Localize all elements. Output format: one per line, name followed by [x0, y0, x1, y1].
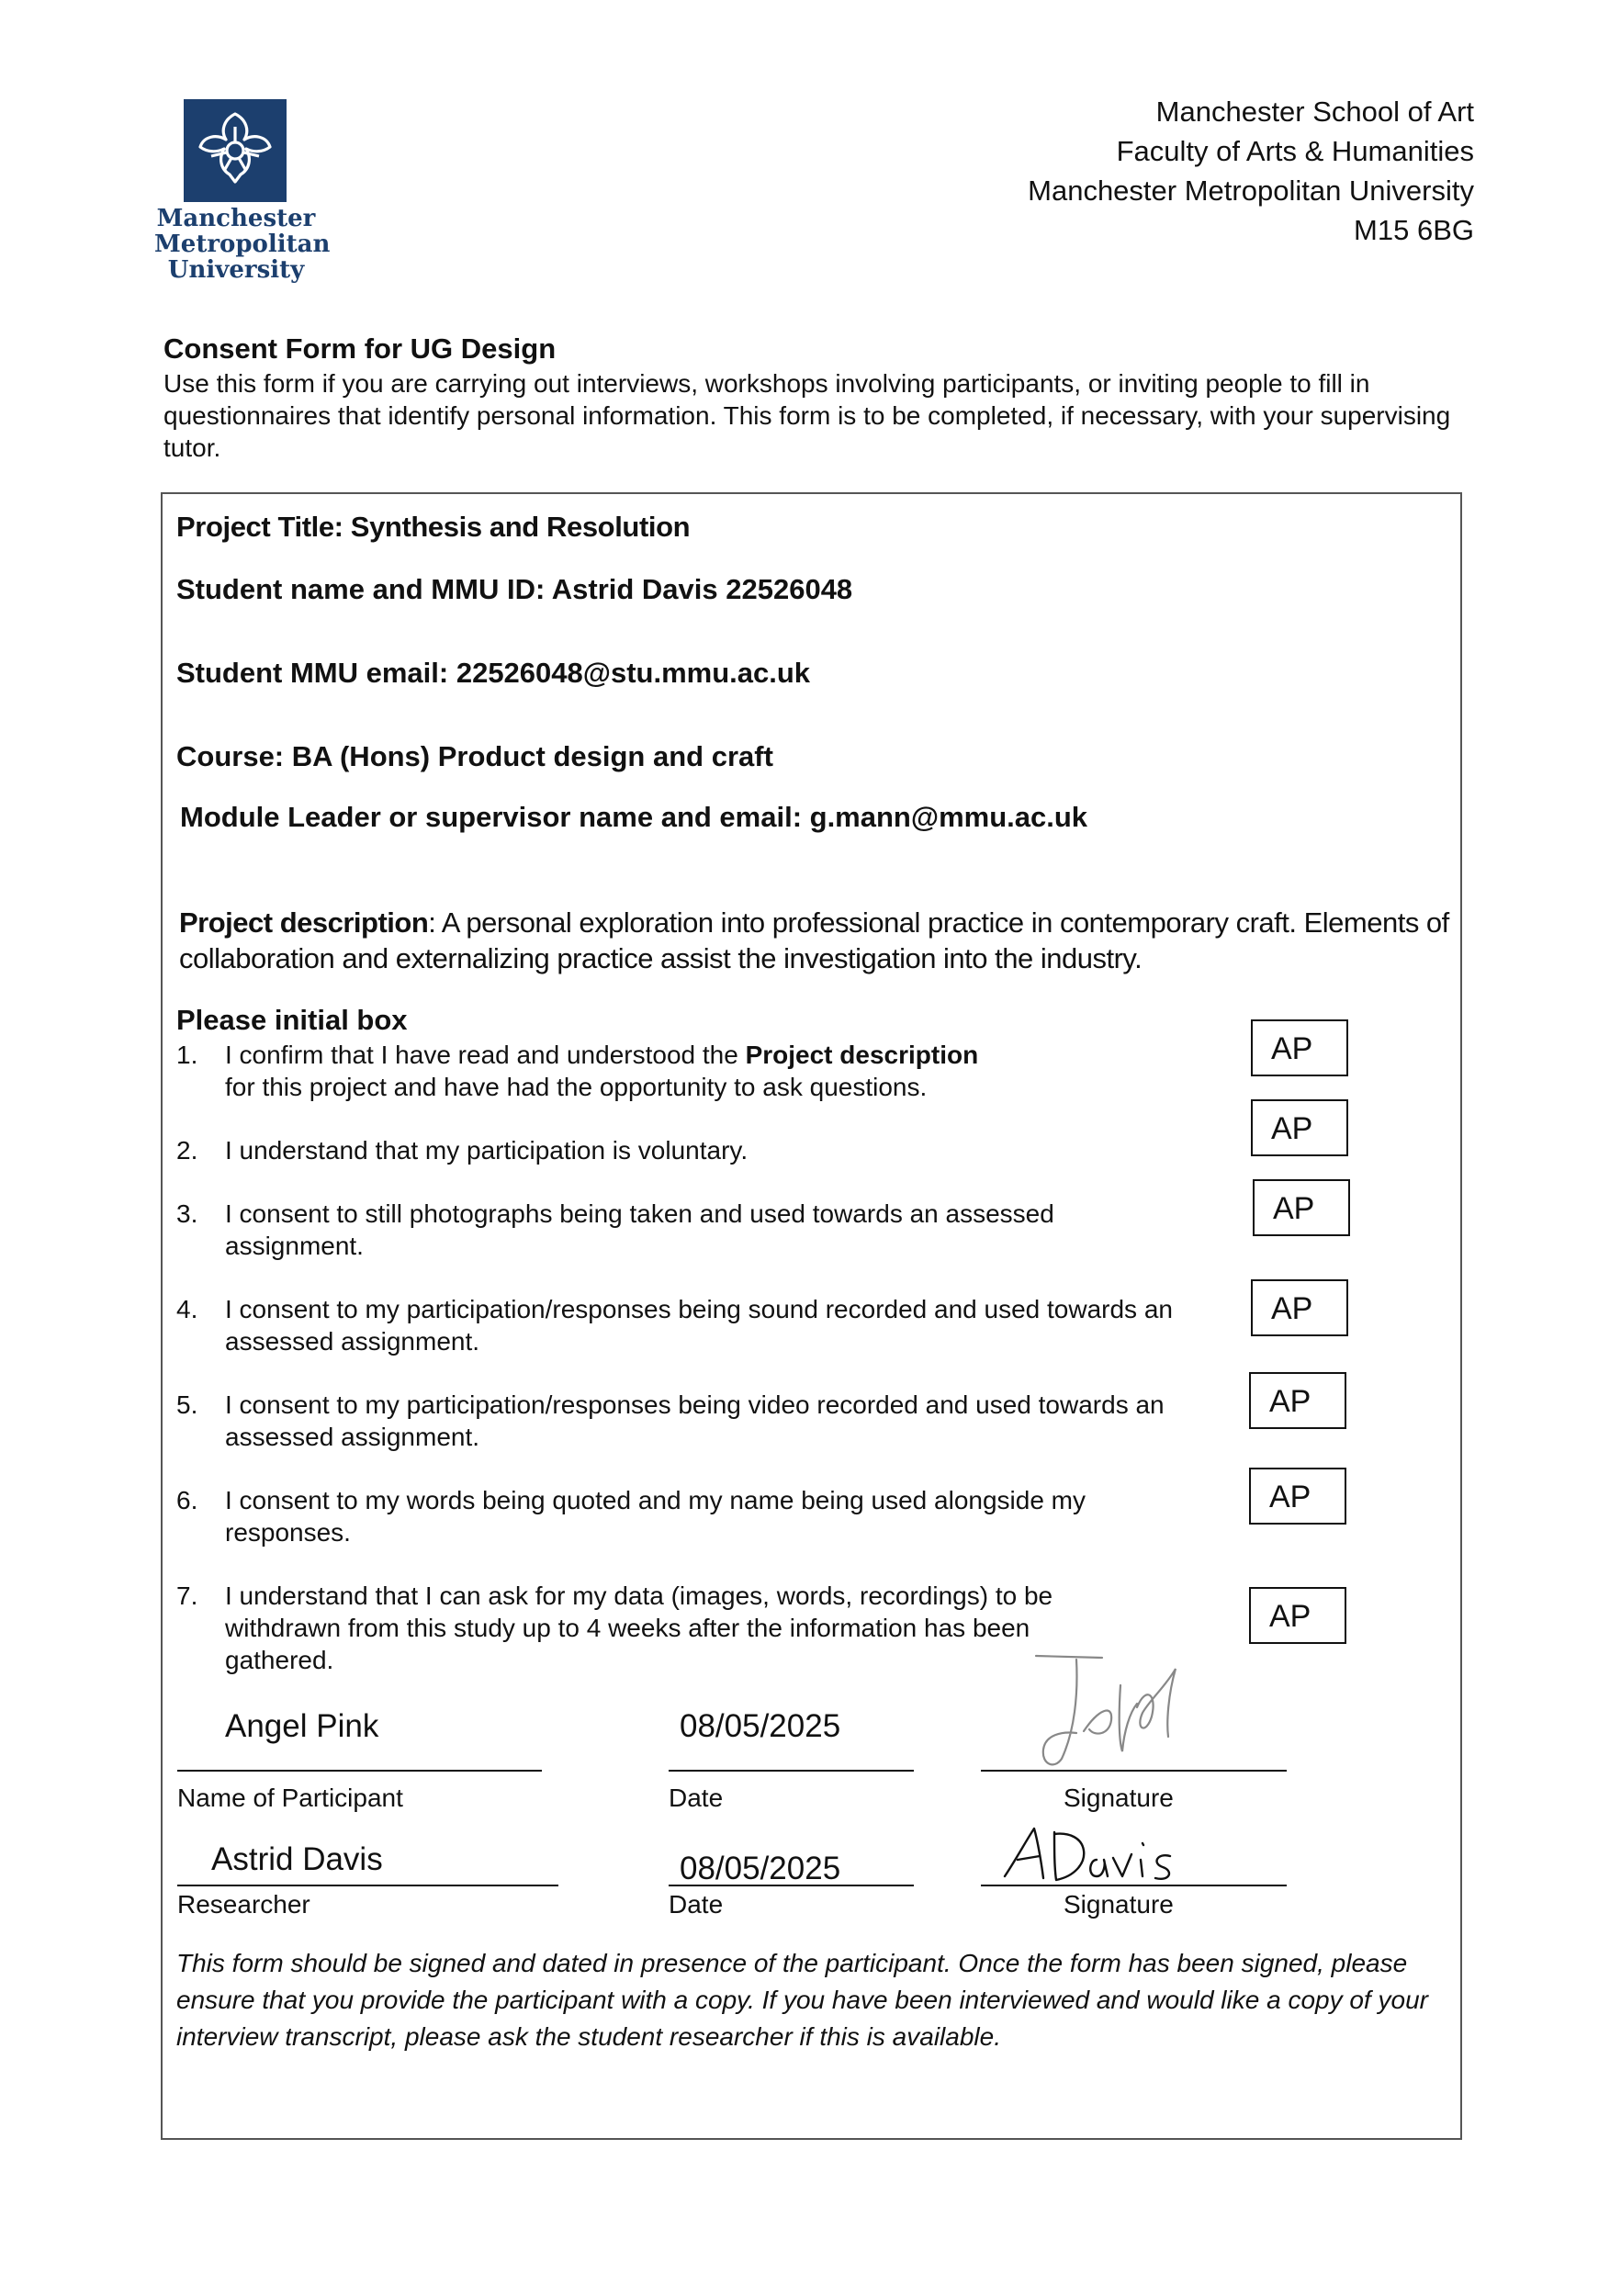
project-description — [179, 905, 1456, 976]
initial-box-6[interactable]: AP — [1249, 1468, 1346, 1525]
student-email-field: Student MMU email: 22526048@stu.mmu.ac.uk — [176, 657, 811, 689]
consent-item-text: I consent to my words being quoted and my name being used alongside my responses. — [225, 1486, 1086, 1547]
initial-box-7[interactable]: AP — [1249, 1587, 1346, 1644]
consent-item-number: 6. — [176, 1486, 198, 1514]
consent-item-number: 5. — [176, 1390, 198, 1419]
consent-item-text-bold: Project description — [745, 1041, 979, 1069]
researcher-signature-label: Signature — [1064, 1890, 1174, 1919]
project-description-label: Project description — [179, 906, 429, 939]
participant-signature-label: Signature — [1064, 1784, 1174, 1812]
consent-item-text: I understand that I can ask for my data (images, words, recordings) to be withdrawn from this study up to 4 weeks after the information has been gathered. — [225, 1581, 1053, 1674]
form-intro: Use this form if you are carrying out interviews, workshops involving participants, or inviting people to fill in questionnaires that identify personal information. This form is to be completed, if necessary, with your supervising tutor. — [163, 369, 1451, 462]
consent-item-number: 2. — [176, 1136, 198, 1165]
initial-box-4[interactable]: AP — [1251, 1279, 1348, 1336]
project-title-field: Project Title: Synthesis and Resolution — [176, 511, 691, 543]
logo-line-3: University — [167, 256, 305, 284]
consent-item-text: I understand that my participation is voluntary. — [225, 1136, 749, 1165]
participant-signature-line — [981, 1770, 1287, 1772]
address-line-faculty: Faculty of Arts & Humanities — [1116, 135, 1474, 167]
logo-line-2: Metropolitan — [154, 231, 331, 258]
consent-item-text-pre: I confirm that I have read and understood the — [225, 1041, 746, 1069]
initial-box-2[interactable]: AP — [1251, 1099, 1348, 1156]
initial-box-heading: Please initial box — [176, 1004, 408, 1036]
initial-box-1[interactable]: AP — [1251, 1019, 1348, 1076]
institution-address — [1028, 92, 1474, 250]
initial-box-5[interactable]: AP — [1249, 1372, 1346, 1429]
consent-item-text: I consent to still photographs being taken and used towards an assessed assignment. — [225, 1199, 1054, 1260]
student-name-field: Student name and MMU ID: Astrid Davis 22526048 — [176, 573, 853, 605]
address-line-university: Manchester Metropolitan University — [1028, 174, 1474, 207]
consent-item-number: 3. — [176, 1199, 198, 1228]
participant-name-label: Name of Participant — [177, 1784, 403, 1812]
participant-name-line — [177, 1770, 542, 1772]
logo-line-1: Manchester — [156, 205, 316, 232]
researcher-date-line — [669, 1885, 914, 1886]
consent-item-number: 7. — [176, 1581, 198, 1610]
course-field: Course: BA (Hons) Product design and craft — [176, 740, 773, 772]
address-line-postcode: M15 6BG — [1354, 214, 1474, 246]
consent-item-number: 4. — [176, 1295, 198, 1323]
researcher-label: Researcher — [177, 1890, 310, 1919]
researcher-signature-line — [981, 1885, 1287, 1886]
researcher-date-value: 08/05/2025 — [680, 1851, 841, 1886]
consent-item-number: 1. — [176, 1041, 198, 1069]
participant-signature-icon — [1029, 1649, 1203, 1773]
consent-item-text: I consent to my participation/responses being sound recorded and used towards an assessed assignment. — [225, 1295, 1173, 1356]
consent-item-text: I consent to my participation/responses being video recorded and used towards an assessed assignment. — [225, 1390, 1165, 1451]
initial-box-3[interactable]: AP — [1253, 1179, 1350, 1236]
participant-date-value: 08/05/2025 — [680, 1708, 841, 1744]
participant-name-value: Angel Pink — [225, 1708, 379, 1744]
consent-item-text-post: for this project and have had the opportunity to ask questions. — [225, 1073, 928, 1101]
supervisor-field: Module Leader or supervisor name and email: g.mann@mmu.ac.uk — [180, 801, 1088, 833]
university-logo-wordmark — [154, 205, 331, 284]
participant-date-label: Date — [669, 1784, 724, 1812]
address-line-school: Manchester School of Art — [1155, 96, 1474, 128]
university-logo-emblem — [184, 99, 287, 202]
rose-emblem-icon — [184, 99, 287, 202]
researcher-name-value: Astrid Davis — [211, 1841, 383, 1877]
researcher-date-label: Date — [669, 1890, 724, 1919]
project-description-text: : A personal exploration into professional practice in contemporary craft. Elements of collaboration and externalizing practice assist the investigation into the industry. — [179, 906, 1449, 974]
form-title: Consent Form for UG Design — [163, 332, 557, 365]
consent-item-text — [225, 1039, 1235, 1103]
signing-instructions-note: This form should be signed and dated in presence of the participant. Once the form has been signed, please ensure that you provide the participant with a copy. If you have been interviewed and would like a copy of your interview transcript, please ask the student researcher if this is available. — [176, 1949, 1428, 2051]
researcher-signature-icon — [1001, 1823, 1185, 1887]
participant-date-line — [669, 1770, 914, 1772]
researcher-name-line — [177, 1885, 558, 1886]
